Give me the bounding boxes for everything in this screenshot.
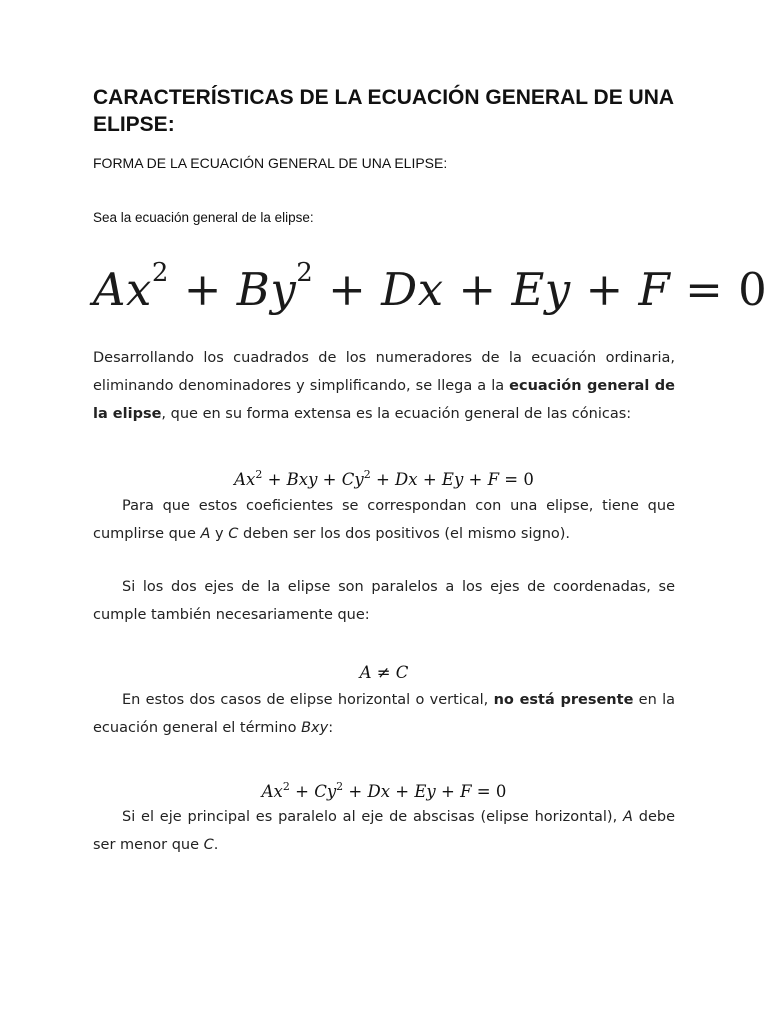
paragraph-2: Para que estos coeficientes se correspondan con una elipse, tiene que cumplirse que A y C deben ser los dos positivos (el mismo signo). bbox=[93, 498, 675, 542]
paragraph-1: Desarrollando los cuadrados de los numeradores de la ecuación ordinaria, eliminando denominadores y simplificando, se llega a la ecuación general de la elipse, que en su forma extensa es la ecuación general de las cónicas: bbox=[93, 350, 675, 422]
equation-3: $Ax^2 + Cy^2 + Dx + Ey + F = 0$ bbox=[261, 780, 507, 801]
eq-image-render: $Ax^2 + By^2 + Dx + Ey + F = 0$ bbox=[93, 258, 768, 316]
paragraph-3: Si los dos ejes de la elipse son paralelos a los ejes de coordenadas, se cumple también necesariamente que: bbox=[93, 579, 675, 623]
general-equation-image bbox=[93, 240, 767, 323]
paragraph-4: En estos dos casos de elipse horizontal o vertical, no está presente en la ecuación general el término Bxy: bbox=[93, 692, 675, 736]
paragraph-5: Si el eje principal es paralelo al eje de abscisas (elipse horizontal), A debe ser menor que C. bbox=[93, 809, 675, 853]
section-subtitle: FORMA DE LA ECUACIÓN GENERAL DE UNA ELIPSE: bbox=[93, 155, 448, 171]
page-title: CARACTERÍSTICAS DE LA ECUACIÓN GENERAL DE UNA ELIPSE: bbox=[93, 86, 674, 136]
equation-1: $Ax^2$ + Bxy + $Cy^2 + Dx + Ey + F = 0$ bbox=[234, 468, 534, 489]
bold-term: ecuación general de la elipse bbox=[93, 378, 675, 422]
bold-phrase: no está presente bbox=[493, 692, 634, 708]
intro-text: Sea la ecuación general de la elipse: bbox=[93, 210, 314, 225]
equation-2 bbox=[93, 661, 675, 685]
eq2-text: A ≠ C bbox=[359, 663, 409, 682]
